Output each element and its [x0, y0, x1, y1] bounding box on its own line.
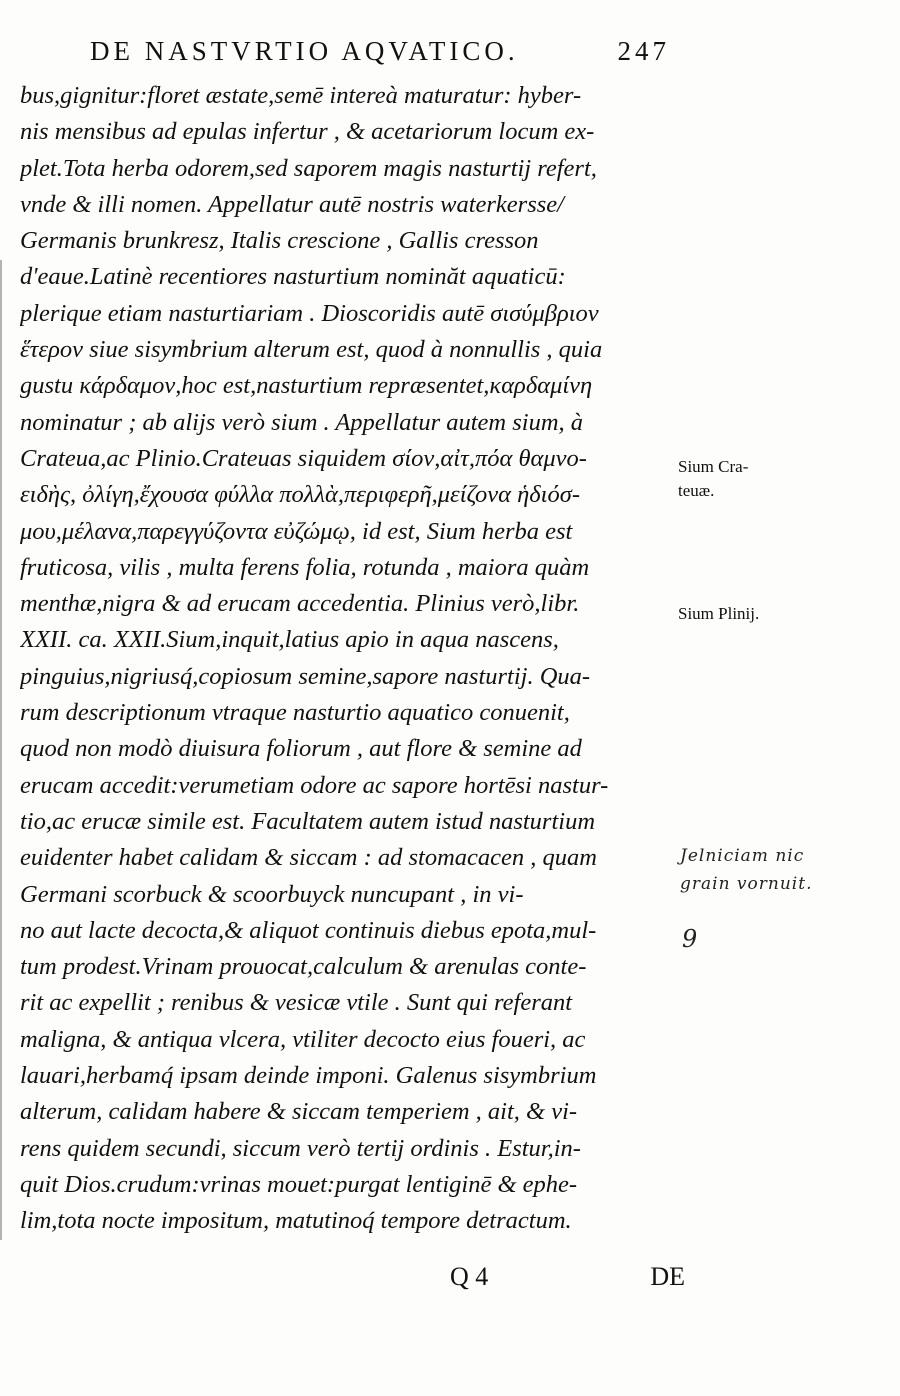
- text-line: ἕτερον siue sisymbrium alterum est, quod à nonnullis , quia: [20, 336, 603, 364]
- text-line: tio,ac erucæ simile est. Facultatem autem istud nasturtium: [20, 807, 596, 835]
- text-line: tum prodest.Vrinam prouocat,calculum & arenulas conte-: [20, 953, 587, 981]
- text-line: rens quidem secundi, siccum verò tertij ordinis . Estur,in-: [20, 1134, 581, 1162]
- text-line: d'eaue.Latinè recentiores nasturtium nominăt aquaticū:: [20, 263, 566, 291]
- text-line: no aut lacte decocta,& aliquot continuis diebus epota,mul-: [20, 916, 597, 944]
- margin-note-line: Sium Plinij.: [678, 604, 760, 623]
- text-line: bus,gignitur:floret æstate,semē intereà maturatur: hyber-: [20, 82, 582, 109]
- body-text: [20, 78, 680, 1240]
- text-line: pinguius,nigriusq́,copiosum semine,sapore nasturtij. Qua-: [20, 662, 591, 690]
- text-line: nominatur ; ab alijs verò sium . Appellatur autem sium, à: [20, 408, 584, 436]
- catchword: DE: [650, 1262, 685, 1291]
- header-title: DE NASTVRTIO AQVATICO.: [90, 36, 519, 66]
- text-line: rum descriptionum vtraque nasturtio aquatico conuenit,: [20, 699, 570, 727]
- margin-note-sium-plinii: [678, 602, 759, 626]
- text-line: alterum, calidam habere & siccam temperiem , ait, & vi-: [20, 1098, 578, 1126]
- handwritten-line: grain vornuit.: [680, 874, 813, 894]
- text-line: rit ac expellit ; renibus & vesicæ vtile . Sunt qui referant: [20, 989, 573, 1017]
- text-line: euidenter habet calidam & siccam : ad stomacacen , quam: [20, 844, 597, 872]
- text-line: nis mensibus ad epulas infertur , & acetariorum locum ex-: [20, 118, 595, 146]
- text-line: XXII. ca. XXII.Sium,inquit,latius apio in aqua nascens,: [20, 626, 559, 654]
- text-line: vnde & illi nomen. Appellatur autē nostris waterkersse/: [20, 190, 564, 218]
- text-line: Crateua,ac Plinio.Crateuas siquidem σίον,αἰτ,πόα θαμνο-: [20, 444, 587, 472]
- margin-note-line: teuæ.: [678, 481, 715, 500]
- text-line: quit Dios.crudum:vrinas mouet:purgat lentiginē & ephe-: [20, 1170, 578, 1198]
- handwritten-numeral: 9: [682, 925, 698, 953]
- page-number: 247: [617, 36, 670, 66]
- running-header: [90, 36, 670, 67]
- handwritten-line: Jelniciam nic: [680, 846, 805, 866]
- text-line: μου,μέλανα,παρεγγύζοντα εὐζώμῳ, id est, Sium herba est: [20, 517, 573, 545]
- page-footer: [450, 1262, 685, 1292]
- margin-note-sium-crateuae: [678, 455, 748, 503]
- margin-note-line: Sium Cra-: [678, 457, 749, 476]
- text-line: plerique etiam nasturtiariam . Dioscoridis autē σισύμβριον: [20, 299, 599, 327]
- text-line: Germanis brunkresz, Italis crescione , Gallis cresson: [20, 227, 539, 255]
- text-line: ειδὴς, ὀλίγη,ἔχουσα φύλλα πολλὰ,περιφερῆ,μείζονα ἡδιόσ-: [20, 481, 580, 509]
- text-line: gustu κάρδαμον,hoc est,nasturtium repræsentet,καρδαμίνη: [20, 372, 593, 400]
- text-line: maligna, & antiqua vlcera, vtiliter decocto eius foueri, ac: [20, 1025, 586, 1053]
- text-line: lauari,herbamq́ ipsam deinde imponi. Galenus sisymbrium: [20, 1062, 597, 1090]
- text-line: Germani scorbuck & scoorbuyck nuncupant , in vi-: [20, 880, 524, 908]
- gutter-shadow: [0, 260, 16, 1240]
- signature-mark: Q 4: [450, 1262, 489, 1291]
- text-line: lim,tota nocte impositum, matutinoq́ tempore detractum.: [20, 1207, 572, 1235]
- text-line: plet.Tota herba odorem,sed saporem magis nasturtij refert,: [20, 154, 597, 182]
- text-line: fruticosa, vilis , multa ferens folia, rotunda , maiora quàm: [20, 553, 590, 581]
- text-line: quod non modò diuisura foliorum , aut flore & semine ad: [20, 735, 582, 763]
- text-line: erucam accedit:verumetiam odore ac sapore hortēsi nastur-: [20, 771, 609, 799]
- text-line: menthæ,nigra & ad erucam accedentia. Plinius verò,libr.: [20, 590, 580, 618]
- handwritten-annotation: [680, 842, 812, 898]
